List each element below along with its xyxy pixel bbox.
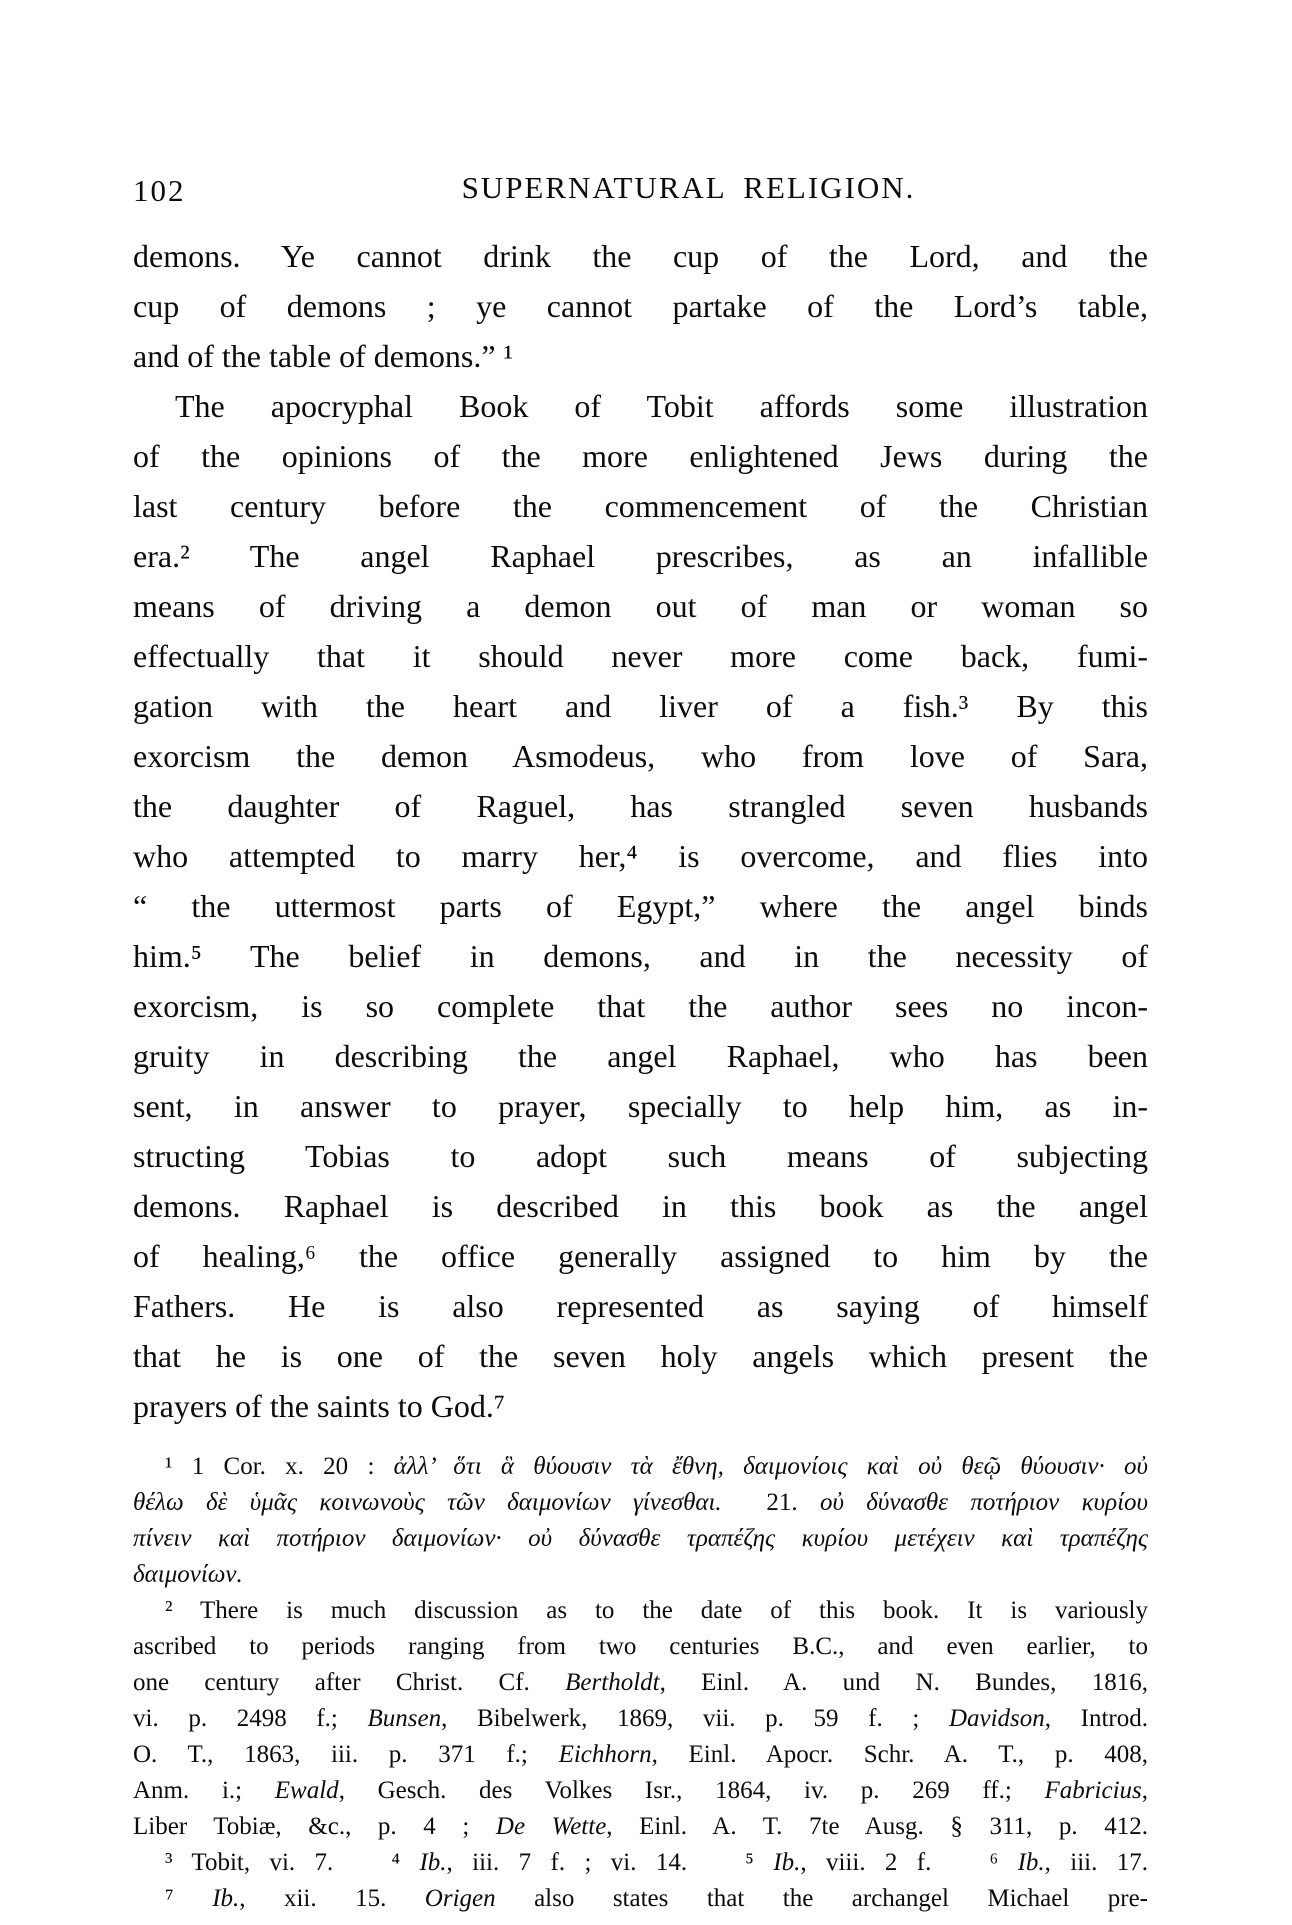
body-line: demons. Ye cannot drink the cup of the Lord, and the [133, 238, 1148, 274]
page-header [133, 170, 1148, 214]
footnote-line: one century after Christ. Cf. Bertholdt, Einl. A. und N. Bundes, 1816, [133, 1669, 1148, 1696]
page-number: 102 [133, 173, 186, 208]
footnote-line: ascribed to periods ranging from two centuries B.C., and even earlier, to [133, 1633, 1148, 1660]
footnote-line: vi. p. 2498 f.; Bunsen, Bibelwerk, 1869, vii. p. 59 f. ; Davidson, Introd. [133, 1705, 1148, 1732]
body-line: means of driving a demon out of man or woman so [133, 588, 1148, 624]
body-line: sent, in answer to prayer, specially to help him, as in- [133, 1088, 1148, 1124]
footnote-line: δαιμονίων. [133, 1561, 243, 1588]
body-line: demons. Raphael is described in this book as the angel [133, 1188, 1148, 1224]
body-line: him.⁵ The belief in demons, and in the necessity of [133, 938, 1148, 974]
body-line: effectually that it should never more come back, fumi- [133, 638, 1148, 674]
footnote-line: ⁷ Ib., xii. 15. Origen also states that the archangel Michael pre- [165, 1885, 1148, 1912]
footnote-line: Liber Tobiæ, &c., p. 4 ; De Wette, Einl. A. T. 7te Ausg. § 311, p. 412. [133, 1813, 1148, 1840]
footnote-line: θέλω δὲ ὑμᾶς κοινωνοὺς τῶν δαιμονίων γίνεσθαι. 21. οὐ δύνασθε ποτήριον κυρίου [133, 1489, 1148, 1516]
footnote-line: ² There is much discussion as to the date of this book. It is variously [165, 1597, 1148, 1624]
footnote-line: ³ Tobit, vi. 7. ⁴ Ib., iii. 7 f. ; vi. 14. ⁵ Ib., viii. 2 f. ⁶ Ib., iii. 17. [165, 1849, 1148, 1876]
body-line: The apocryphal Book of Tobit affords some illustration [175, 388, 1148, 424]
body-line: Fathers. He is also represented as saying of himself [133, 1288, 1148, 1324]
body-line: “ the uttermost parts of Egypt,” where the angel binds [133, 888, 1148, 924]
footnote-line: ¹ 1 Cor. x. 20 : ἀλλ’ ὅτι ἃ θύουσιν τὰ ἔθνη, δαιμονίοις καὶ οὐ θεῷ θύουσιν· οὐ [165, 1453, 1148, 1480]
body-line: prayers of the saints to God.⁷ [133, 1388, 505, 1424]
body-line: last century before the commencement of the Christian [133, 488, 1148, 524]
body-line: that he is one of the seven holy angels which present the [133, 1338, 1148, 1374]
body-line: era.² The angel Raphael prescribes, as an infallible [133, 538, 1148, 574]
footnote-line: Anm. i.; Ewald, Gesch. des Volkes Isr., 1864, iv. p. 269 ff.; Fabricius, [133, 1777, 1148, 1804]
footnotes [133, 1449, 1148, 1917]
body-line: cup of demons ; ye cannot partake of the Lord’s table, [133, 288, 1148, 324]
body-line: the daughter of Raguel, has strangled seven husbands [133, 788, 1148, 824]
body-line: exorcism, is so complete that the author sees no incon- [133, 988, 1148, 1024]
footnote-line: πίνειν καὶ ποτήριον δαιμονίων· οὐ δύνασθε τραπέζης κυρίου μετέχειν καὶ τραπέζης [133, 1525, 1148, 1552]
body-line: of the opinions of the more enlightened Jews during the [133, 438, 1148, 474]
body-line: who attempted to marry her,⁴ is overcome, and flies into [133, 838, 1148, 874]
body-line: structing Tobias to adopt such means of subjecting [133, 1138, 1148, 1174]
body-line: exorcism the demon Asmodeus, who from love of Sara, [133, 738, 1148, 774]
running-title: SUPERNATURAL RELIGION. [461, 170, 916, 205]
body-text [133, 231, 1148, 1431]
body-line: gation with the heart and liver of a fish.³ By this [133, 688, 1148, 724]
body-line: of healing,⁶ the office generally assigned to him by the [133, 1238, 1148, 1274]
body-line: gruity in describing the angel Raphael, who has been [133, 1038, 1148, 1074]
body-line: and of the table of demons.” ¹ [133, 338, 514, 374]
footnote-line: O. T., 1863, iii. p. 371 f.; Eichhorn, Einl. Apocr. Schr. A. T., p. 408, [133, 1741, 1148, 1768]
